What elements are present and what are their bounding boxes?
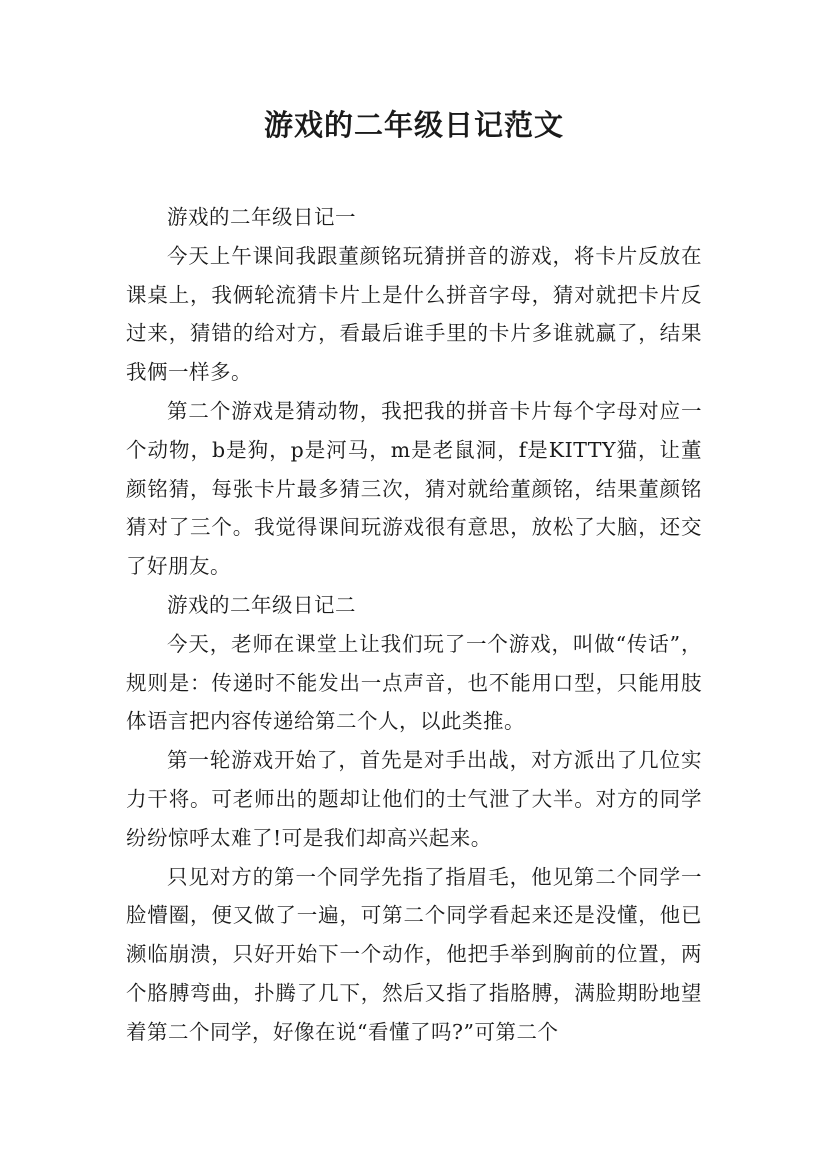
document-page — [126, 96, 702, 1052]
document-title: 游戏的二年级日记范文 — [263, 108, 564, 142]
section-heading-diary-one: 游戏的二年级日记一 — [167, 205, 356, 229]
paragraph: 今天，老师在课堂上让我们玩了一个游戏，叫做“传话”，规则是：传递时不能发出一点声音，也不能用口型，只能用肢体语言把内容传递给第二个人，以此类推。 — [126, 631, 702, 734]
paragraph: 第一轮游戏开始了，首先是对手出战，对方派出了几位实力干将。可老师出的题却让他们的士气泄了大半。对方的同学纷纷惊呼太难了!可是我们却高兴起来。 — [126, 748, 702, 850]
section-heading-diary-two: 游戏的二年级日记二 — [167, 592, 356, 617]
paragraph: 只见对方的第一个同学先指了指眉毛，他见第二个同学一脸懵圈，便又做了一遍，可第二个同学看起来还是没懂，他已濒临崩溃，只好开始下一个动作，他把手举到胸前的位置，两个胳膊弯曲，扑腾了几下，然后又指了指胳膊，满脸期盼地望着第二个同学，好像在说“看懂了吗?”可第二个 — [126, 864, 702, 1044]
paragraph: 第二个游戏是猜动物，我把我的拼音卡片每个字母对应一个动物，b是狗，p是河马，m是老鼠洞，f是KITTY猫，让董颜铭猜，每张卡片最多猜三次，猜对就给董颜铭，结果董颜铭猜对了三个。我觉得课间玩游戏很有意思，放松了大脑，还交了好朋友。 — [126, 398, 702, 579]
paragraph: 今天上午课间我跟董颜铭玩猜拼音的游戏，将卡片反放在课桌上，我俩轮流猜卡片上是什么拼音字母，猜对就把卡片反过来，猜错的给对方，看最后谁手里的卡片多谁就赢了，结果我俩一样多。 — [126, 243, 702, 385]
